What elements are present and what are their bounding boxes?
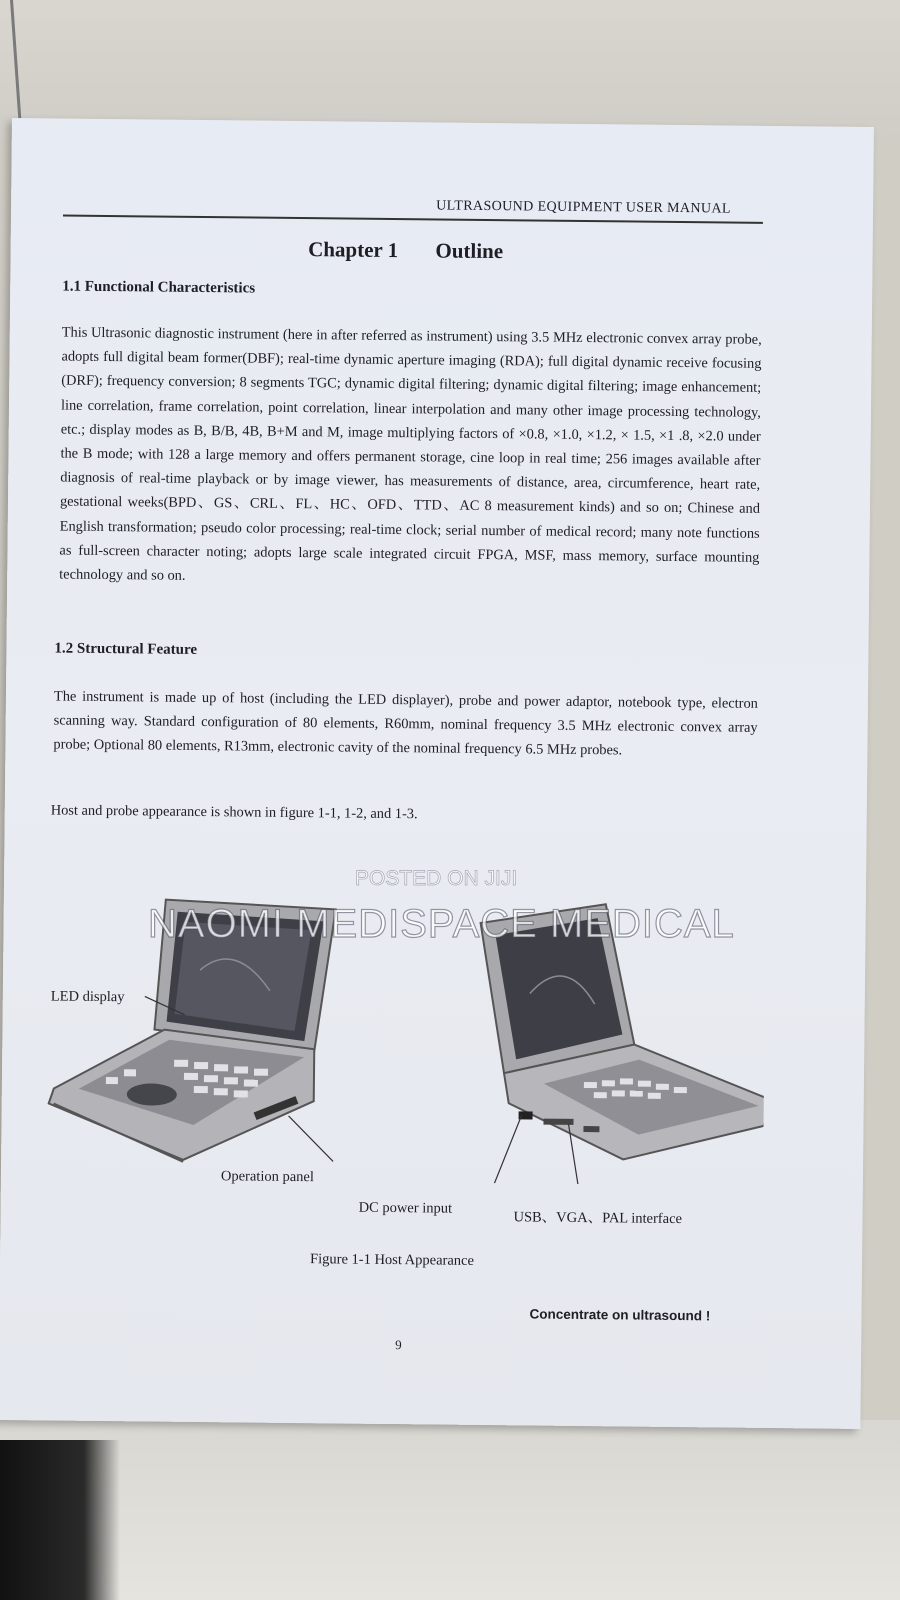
- chapter-number: Chapter 1: [308, 237, 399, 263]
- chapter-title: Outline: [435, 238, 504, 264]
- page-number: 9: [395, 1337, 402, 1353]
- background-bottom: [0, 1420, 900, 1600]
- paragraph-functional: This Ultrasonic diagnostic instrument (here in after referred as instrument) using 3.5 MHz electronic convex array probe, adopts full digital beam former(DBF); real-time dynamic aperture imaging (RDA); full digital dynamic receive focusing (DRF); frequency conversion; 8 segments TGC; dynamic digital filtering; dynamic digital filtering; image enhancement; line correlation, frame correlation, point correlation, linear interpolation and many other image processing technology, etc.; display modes as B, B/B, 4B, B+M and M, image multiplying factors of ×0.8, ×1.0, ×1.2, × 1.5, ×1 .8, ×2.0 under the B mode; with 128 a large memory and offers permanent storage, cine loop in real time; 256 images available after diagnosis of real-time playback or by image viewer, has measurements of distance, area, circumference, heart rate, gestational weeks(BPD、GS、CRL、FL、HC、OFD、TTD、AC 8 measurement kinds) and so on; Chinese and English transformation; pseudo color processing; real-time clock; serial number of medical record; many note functions as full-screen character noting; adopts large scale integrated circuit FPGA, MSF, mass memory, surface mounting technology and so on.: [59, 324, 762, 584]
- section-heading-1-2: 1.2 Structural Feature: [54, 640, 198, 658]
- label-dc-power-input: DC power input: [358, 1199, 453, 1217]
- paragraph-figure-reference: Host and probe appearance is shown in figure 1-1, 1-2, and 1-3.: [50, 802, 418, 823]
- running-head: ULTRASOUND EQUIPMENT USER MANUAL: [436, 198, 731, 217]
- section-heading-1-1: 1.1 Functional Characteristics: [62, 278, 256, 297]
- chapter-heading: [11, 234, 801, 267]
- watermark-posted: POSTED ON JIJI: [355, 867, 518, 890]
- paragraph-structural: The instrument is made up of host (including the LED displayer), probe and power adaptor, notebook type, electron scanning way. Standard configuration of 80 elements, R60mm, nominal frequency 3.5 MHz electronic convex array probe; Optional 80 elements, R13mm, electronic cavity of the nominal frequency 6.5 MHz probes.: [53, 688, 758, 759]
- label-interfaces: USB、VGA、PAL interface: [513, 1209, 683, 1228]
- footer-slogan: Concentrate on ultrasound !: [529, 1306, 711, 1324]
- watermark-main: NAOMI MEDISPACE MEDICAL: [148, 902, 735, 946]
- label-led-display: LED display: [50, 988, 125, 1006]
- dark-corner: [0, 1440, 120, 1600]
- label-operation-panel: Operation panel: [220, 1168, 315, 1186]
- manual-page: [0, 118, 874, 1429]
- figure-caption: Figure 1-1 Host Appearance: [309, 1251, 475, 1269]
